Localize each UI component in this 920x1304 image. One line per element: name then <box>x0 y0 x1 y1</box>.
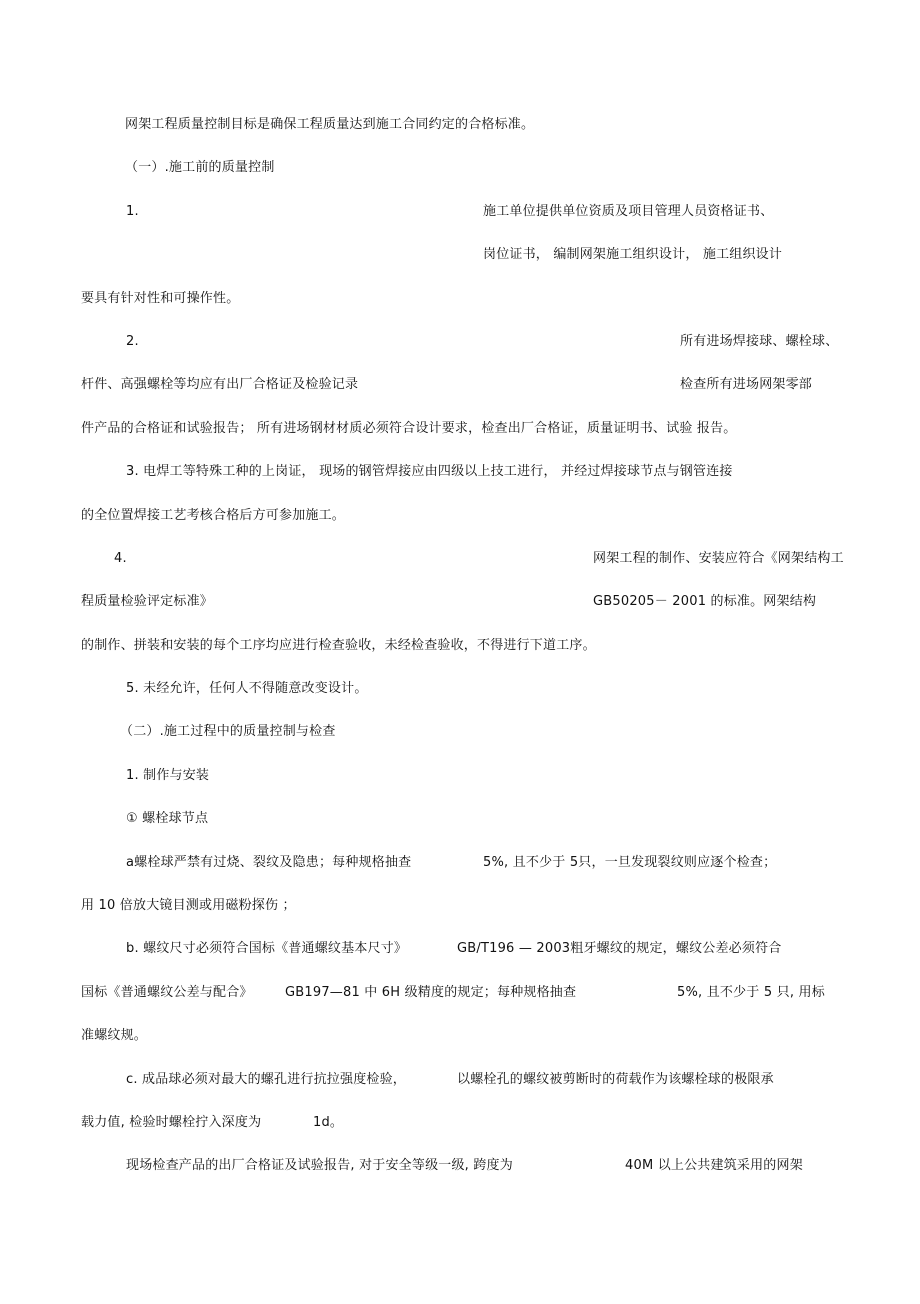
clause-c-text: 载力值, 检验时螺栓拧入深度为 <box>81 1115 262 1130</box>
item-1-text: 要具有针对性和可操作性。 <box>81 291 240 306</box>
subsection-heading: ① 螺栓球节点 <box>126 811 209 826</box>
section-heading-1: （一）.施工前的质量控制 <box>125 160 275 175</box>
item-1-text: 施工单位提供单位资质及项目管理人员资格证书、 <box>483 204 774 219</box>
clause-b-text: b. 螺纹尺寸必须符合国标《普通螺纹基本尺寸》 <box>126 941 408 956</box>
item-2-text: 杆件、高强螺栓等均应有出厂合格证及检验记录 <box>81 377 359 392</box>
item-number-2: 2. <box>126 334 139 349</box>
clause-a-text: 5%, 且不少于 5只，一旦发现裂纹则应逐个检查； <box>483 855 777 870</box>
item-4-text: 网架工程的制作、安装应符合《网架结构工 <box>593 551 844 566</box>
item-2-text: 件产品的合格证和试验报告； 所有进场钢材材质必须符合设计要求，检查出厂合格证，质量证明书、试验 报告。 <box>81 421 737 436</box>
item-2-text: 所有进场焊接球、螺栓球、 <box>680 334 839 349</box>
clause-b-text: 5%, 且不少于 5 只, 用标 <box>677 985 825 1000</box>
clause-b-text: 国标《普通螺纹公差与配合》 <box>81 985 253 1000</box>
inspection-text: 40M 以上公共建筑采用的网架 <box>625 1158 803 1173</box>
item-4-text: 程质量检验评定标准》 <box>81 594 214 609</box>
item-5-text: 5. 未经允许，任何人不得随意改变设计。 <box>126 681 368 696</box>
item-number-4: 4. <box>114 551 127 566</box>
inspection-text: 现场检查产品的出厂合格证及试验报告, 对于安全等级一级, 跨度为 <box>126 1158 513 1173</box>
clause-c-text: 以螺栓孔的螺纹被剪断时的荷载作为该螺栓球的极限承 <box>457 1072 774 1087</box>
section-heading-2: （二）.施工过程中的质量控制与检查 <box>120 724 336 739</box>
clause-c-text: c. 成品球必须对最大的螺孔进行抗拉强度检验， <box>126 1072 407 1087</box>
item-4-text: GB50205－ 2001 的标准。网架结构 <box>593 594 817 609</box>
clause-b-text: GB197—81 中 6H 级精度的规定；每种规格抽查 <box>285 985 577 1000</box>
item-3-text: 的全位置焊接工艺考核合格后方可参加施工。 <box>81 508 346 523</box>
paragraph-intro: 网架工程质量控制目标是确保工程质量达到施工合同约定的合格标准。 <box>125 117 535 132</box>
item-3-text: 3. 电焊工等特殊工种的上岗证， 现场的钢管焊接应由四级以上技工进行， 并经过焊接球节点与钢管连接 <box>126 464 733 479</box>
item-4-text: 的制作、拼装和安装的每个工序均应进行检查验收，未经检查验收，不得进行下道工序。 <box>81 638 596 653</box>
subsection-heading: 1. 制作与安装 <box>126 768 210 783</box>
clause-a-text: a螺栓球严禁有过烧、裂纹及隐患；每种规格抽查 <box>126 855 412 870</box>
clause-b-text: GB/T196 — 2003粗牙螺纹的规定，螺纹公差必须符合 <box>457 941 782 956</box>
clause-b-text: 准螺纹规。 <box>81 1028 148 1043</box>
item-2-text: 检查所有进场网架零部 <box>680 377 813 392</box>
item-number-1: 1. <box>126 204 139 219</box>
clause-a-text: 用 10 倍放大镜目测或用磁粉探伤 ； <box>81 898 296 913</box>
item-1-text: 岗位证书， 编制网架施工组织设计， 施工组织设计 <box>483 247 783 262</box>
clause-c-text: 1d。 <box>313 1115 344 1130</box>
